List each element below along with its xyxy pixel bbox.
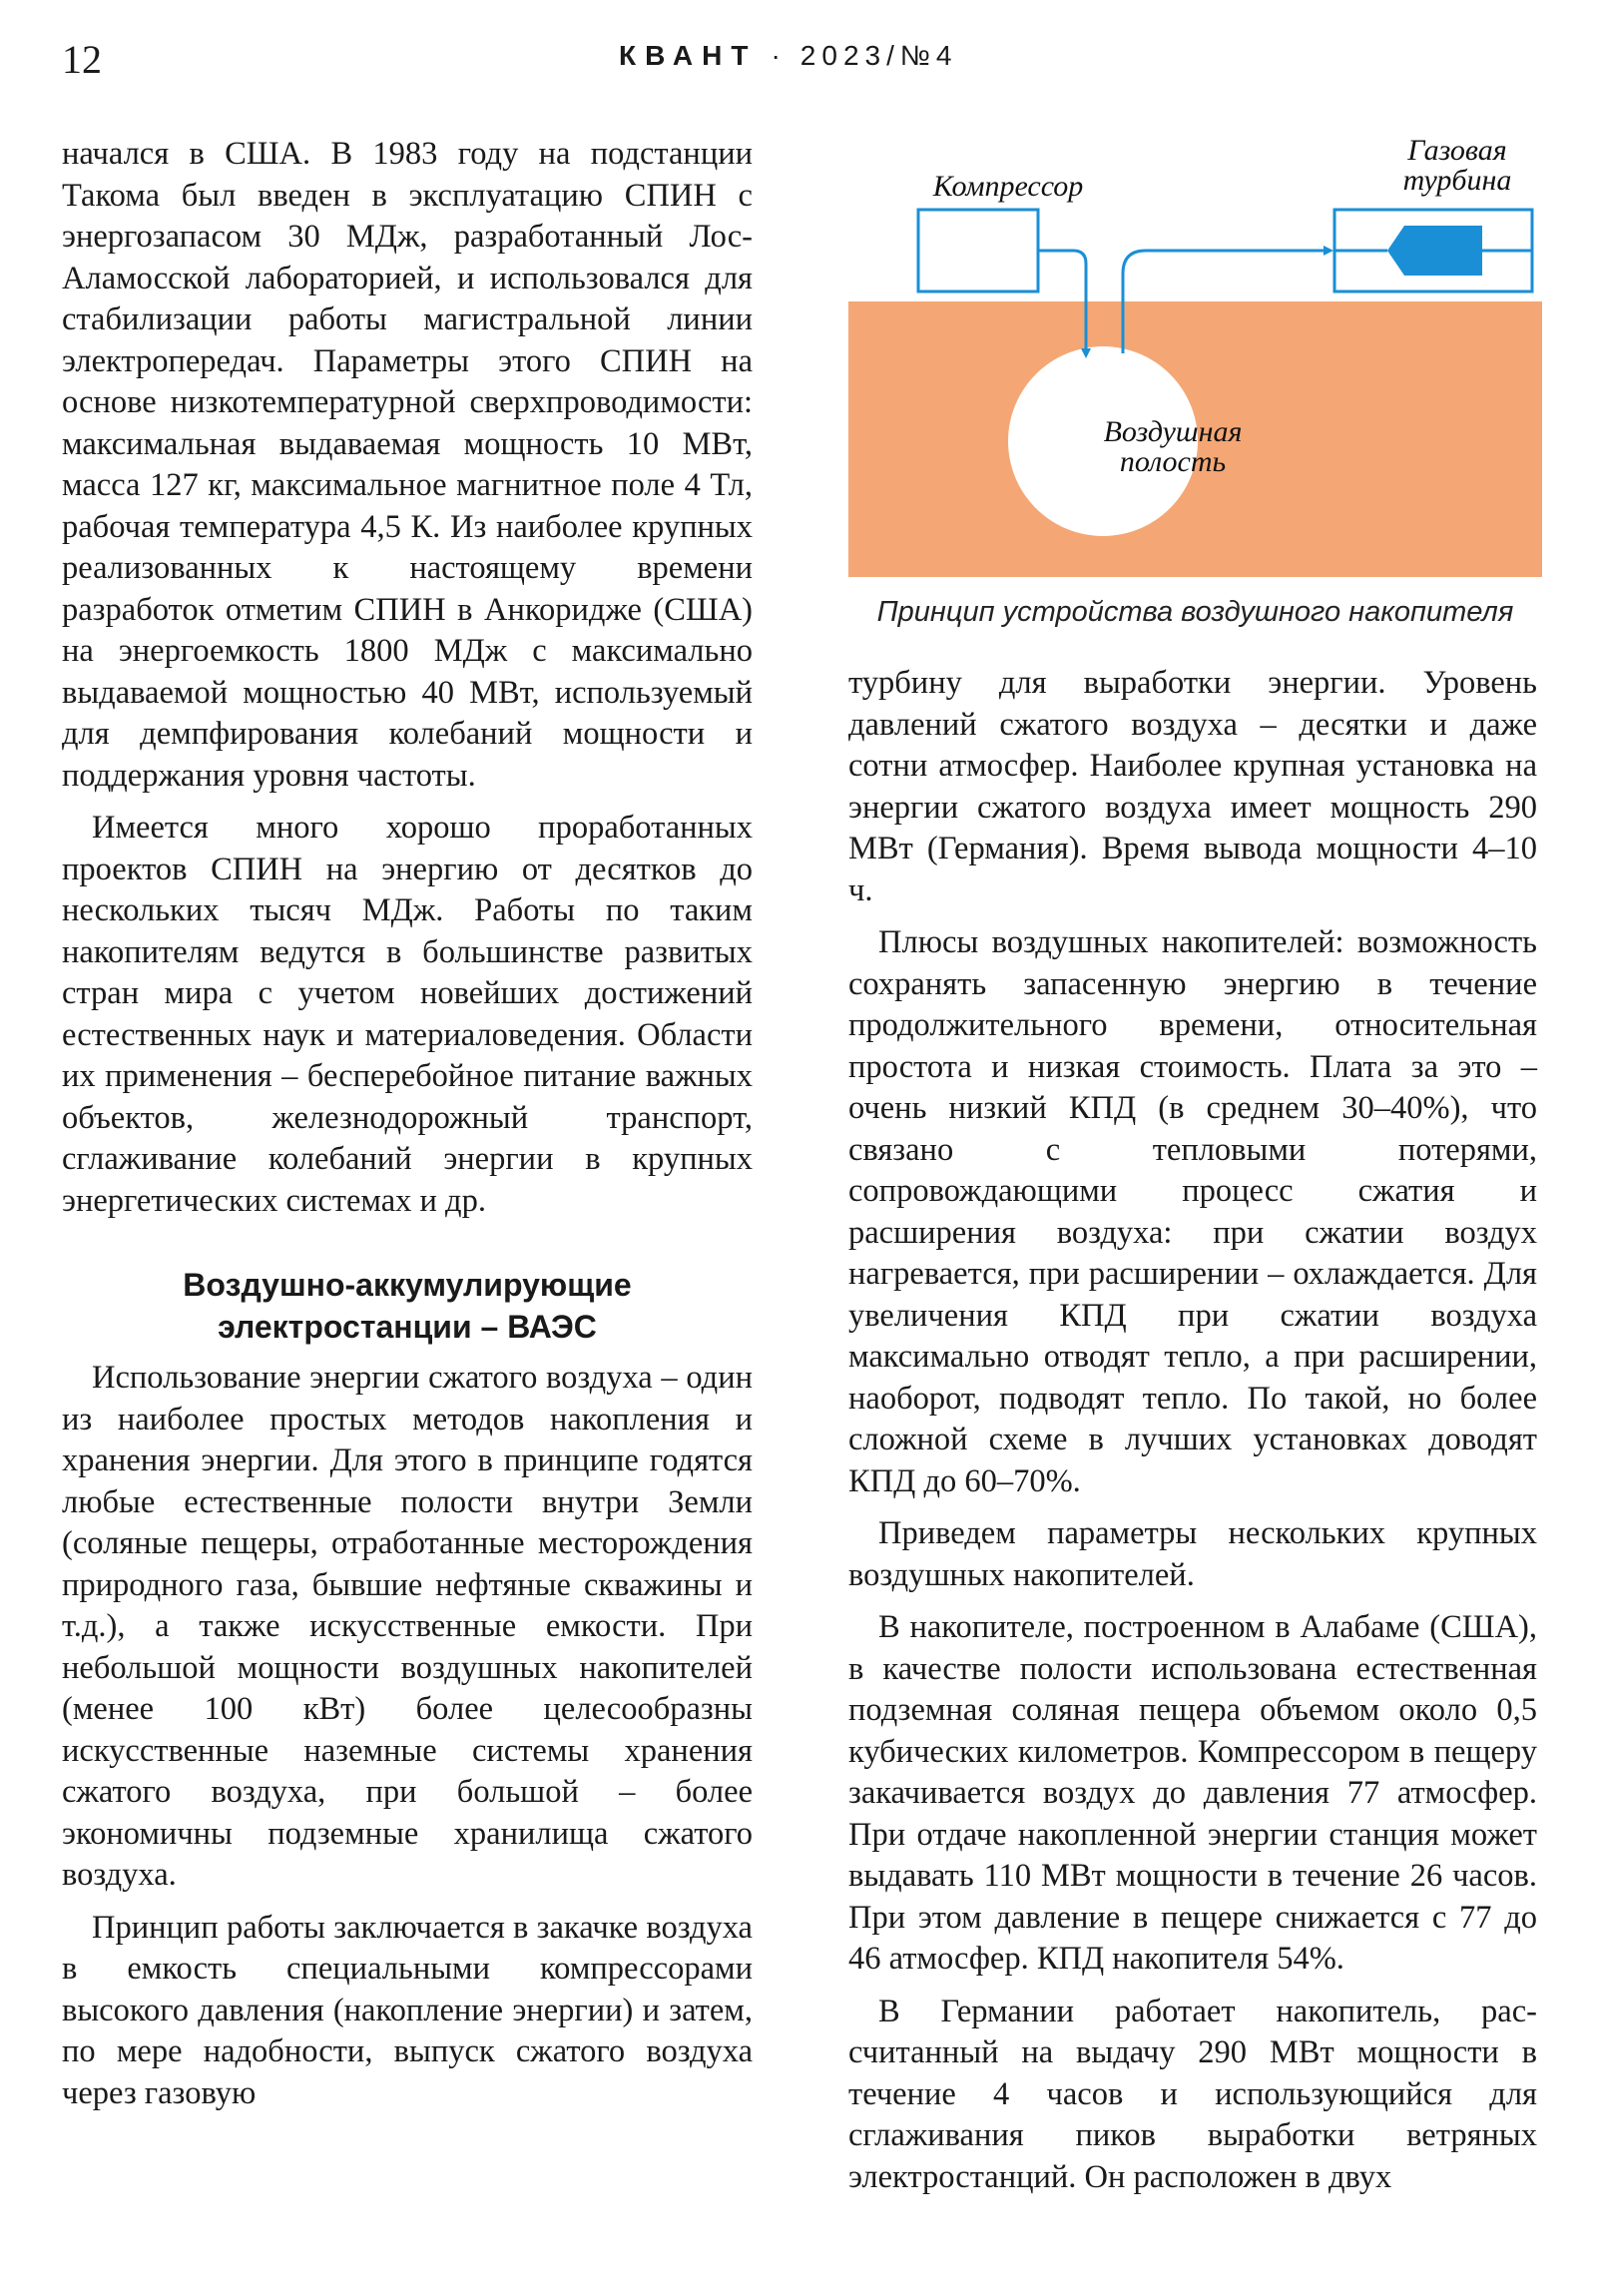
right-column — [848, 663, 1537, 2198]
air-storage-figure — [843, 132, 1547, 651]
air-cavity-label — [1073, 417, 1273, 477]
air-cavity-label-line-1: Воздушная — [1103, 415, 1243, 448]
right-paragraph-3: Приведем параметры нескольких крупных воздушных накопителей. — [848, 1515, 1537, 1593]
right-paragraph-1: турбину для выработки энергии. Уровень давлений сжатого воздуха – десятки и даже сотни атмосфер. Наиболее крупная установка на энергии сжатого воздуха имеет мощность 290 МВт (Германия). Время вывода мощности 4–10 ч. — [848, 665, 1537, 908]
gas-turbine-label — [1362, 136, 1552, 196]
magazine-title: КВАНТ — [619, 40, 758, 71]
compressor-label: Компрессор — [932, 170, 1084, 203]
section-heading-line-2: электростанции – ВАЭС — [218, 1309, 597, 1345]
figure-caption: Принцип устройства воздушного накопителя — [876, 596, 1514, 628]
gas-turbine-label-line-1: Газовая — [1407, 134, 1507, 167]
right-paragraph-5: В Германии работает накопитель, рассчитанный на выдачу 290 МВт мощности в течение 4 часов и использующийся для сглаживания пиков выработки ветряных электростанций. Он расположен в двух — [848, 1993, 1537, 2195]
section-heading — [62, 1264, 753, 1348]
left-paragraph-3: Использование энергии сжатого воздуха – один из наиболее простых методов накопления и хранения энергии. Для этого в принципе годятся любые естественные полости внутри Земли (соляные пещеры, отработанные месторождения природного газа, бывшие нефтяные скважины и т.д.), а также искусственные емкости. При небольшой мощности воздушных накопителей (менее 100 кВт) более целесообразны искусственные наземные системы хранения сжатого воздуха, при большой – более экономичны подземные хранилища сжатого воздуха. — [62, 1360, 753, 1893]
right-paragraph-2: Плюсы воздушных накопителей: возможность сохранять запасенную энергию в течение продолжительного времени, относительная простота и низкая стоимость. Плата за это – очень низкий КПД (в среднем 30–40%), что связано с тепловыми потерями, сопровождающими процесс сжатия и расширения воздуха: при сжатии воздух нагревается, при расширении – охлаждается. Для увеличения КПД при сжатии воздуха максимально отводят тепло, а при расширении, наоборот, подводят тепло. По такой, но более сложной схеме в лучших установках доводят КПД до 60–70%. — [848, 924, 1537, 1499]
page-number: 12 — [62, 37, 102, 82]
left-paragraph-2: Имеется много хорошо проработанных проектов СПИН на энергию от десятков до нескольких тысяч МДж. Работы по таким накопителям ведутся в большинстве развитых стран мира с учетом новейших достижений естественных наук и материаловедения. Области их применения – бесперебойное питание важных объектов, железнодорожный транспорт, сглаживание колебаний энергии в крупных энергетических системах и др. — [62, 810, 753, 1219]
turbine-icon — [1387, 226, 1482, 276]
left-paragraph-1: начался в США. В 1983 году на подстанции Такома был введен в эксплуатацию СПИН с энергозапасом 30 МДж, разработанный Лос-Аламосской лабораторией, и использовался для стабилизации работы магистральной линии электропередач. Параметры этого СПИН на основе низкотемпературной сверхпроводимости: максимальная выдаваемая мощность 10 МВт, масса 127 кг, максимальное магнитное поле 4 Тл, рабочая температура 4,5 К. Из наиболее крупных реализованных к настоящему времени разработок отметим СПИН в Анкоридже (США) на энергоемкость 1800 МДж с максимально выдаваемой мощностью 40 МВт, используемый для демпфирования колебаний мощности и поддержания уровня частоты. — [62, 136, 753, 794]
running-header — [619, 40, 957, 72]
air-cavity-label-line-2: полость — [1119, 445, 1227, 478]
right-paragraph-4: В накопителе, построенном в Алабаме (США), в качестве полости использована естественная подземная соляная пещера объемом около 0,5 кубических километров. Компрессором в пещеру закачивается воздух до давления 77 атмосфер. При отдаче накопленной энергии станция может выдавать 110 МВт мощности в течение 26 часов. При этом давление в пещере снижается с 77 до 46 атмосфер. КПД накопителя 54%. — [848, 1609, 1537, 1977]
header-separator: · — [771, 40, 787, 71]
issue-number: 2023/№4 — [799, 40, 958, 71]
gas-turbine-label-line-2: турбина — [1402, 164, 1512, 197]
section-heading-line-1: Воздушно-аккумулирующие — [183, 1267, 632, 1303]
left-paragraph-4: Принцип работы заключается в закачке воздуха в емкость специальными компрессорами высокого давления (накопление энергии) и затем, по мере надобности, выпуск сжатого воздуха через газовую — [62, 1909, 753, 2111]
left-column — [62, 134, 753, 2114]
compressor-box — [918, 210, 1038, 291]
